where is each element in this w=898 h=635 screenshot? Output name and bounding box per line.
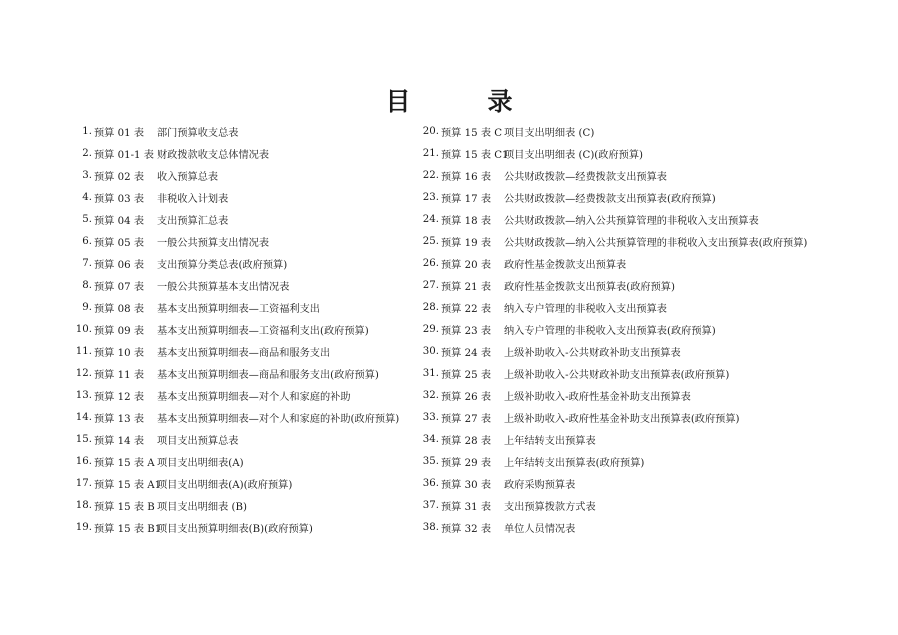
toc-entry-code: 预算 09 表	[94, 325, 145, 337]
toc-entry[interactable]	[421, 318, 841, 340]
toc-entry-number: 14.	[75, 411, 92, 423]
toc-entry-code: 预算 15 表 B1	[94, 523, 162, 535]
toc-entry-code: 预算 12 表	[94, 391, 145, 403]
toc-entry[interactable]	[72, 318, 417, 340]
toc-entry[interactable]	[72, 384, 417, 406]
toc-entry-number: 22.	[422, 169, 439, 181]
toc-entry-title: 政府性基金拨款支出预算表	[504, 259, 627, 271]
toc-entry-title: 项目支出明细表 (C)	[504, 127, 595, 139]
toc-entry-number: 33.	[422, 411, 439, 423]
toc-entry-number: 4.	[82, 191, 92, 203]
toc-entry-code: 预算 27 表	[441, 413, 492, 425]
toc-entry-code: 预算 31 表	[441, 501, 492, 513]
toc-entry-title: 项目支出预算总表	[157, 435, 239, 447]
toc-entry-code: 预算 26 表	[441, 391, 492, 403]
toc-entry[interactable]	[72, 296, 417, 318]
toc-entry-title: 上级补助收入-公共财政补助支出预算表	[504, 347, 681, 359]
toc-entry[interactable]	[72, 230, 417, 252]
toc-entry-number: 15.	[75, 433, 92, 445]
toc-entry-title: 财政拨款收支总体情况表	[157, 149, 270, 161]
toc-entry-code: 预算 29 表	[441, 457, 492, 469]
toc-entry-code: 预算 05 表	[94, 237, 145, 249]
toc-entry-code: 预算 15 表 B	[94, 501, 155, 513]
toc-entry-title: 上级补助收入-公共财政补助支出预算表(政府预算)	[504, 369, 730, 381]
toc-entry-number: 20.	[422, 125, 439, 137]
toc-entry-number: 38.	[422, 521, 439, 533]
toc-entry-code: 预算 25 表	[441, 369, 492, 381]
toc-entry-title: 项目支出预算明细表(B)(政府预算)	[157, 523, 313, 535]
toc-entry[interactable]	[421, 274, 841, 296]
toc-entry-number: 25.	[422, 235, 439, 247]
toc-entry-title: 项目支出明细表 (C)(政府预算)	[504, 149, 643, 161]
toc-entry-code: 预算 32 表	[441, 523, 492, 535]
toc-entry-title: 单位人员情况表	[504, 523, 576, 535]
toc-entry-code: 预算 20 表	[441, 259, 492, 271]
toc-entry[interactable]	[72, 472, 417, 494]
toc-entry-title: 项目支出明细表 (B)	[157, 501, 247, 513]
toc-entry-number: 8.	[82, 279, 92, 291]
toc-entry-title: 纳入专户管理的非税收入支出预算表(政府预算)	[504, 325, 716, 337]
toc-entry[interactable]	[72, 208, 417, 230]
toc-entry-title: 一般公共预算基本支出情况表	[157, 281, 290, 293]
toc-entry-code: 预算 02 表	[94, 171, 145, 183]
toc-entry[interactable]	[421, 428, 841, 450]
toc-entry-title: 政府采购预算表	[504, 479, 576, 491]
toc-entry-code: 预算 06 表	[94, 259, 145, 271]
toc-entry-title: 基本支出预算明细表—工资福利支出	[157, 303, 320, 315]
toc-entry[interactable]	[421, 516, 841, 538]
toc-entry[interactable]	[72, 428, 417, 450]
toc-entry-code: 预算 01 表	[94, 127, 145, 139]
toc-entry-title: 收入预算总表	[157, 171, 219, 183]
toc-entry-title: 项目支出明细表(A)(政府预算)	[157, 479, 293, 491]
toc-entry-number: 16.	[75, 455, 92, 467]
toc-entry[interactable]	[72, 406, 417, 428]
toc-entry-code: 预算 01-1 表	[94, 149, 154, 161]
toc-entry[interactable]	[421, 472, 841, 494]
toc-entry-number: 36.	[422, 477, 439, 489]
toc-entry-number: 1.	[82, 125, 92, 137]
toc-right-column	[421, 120, 841, 538]
toc-entry-code: 预算 23 表	[441, 325, 492, 337]
toc-entry-title: 支出预算拨款方式表	[504, 501, 596, 513]
toc-entry-title: 公共财政拨款—纳入公共预算管理的非税收入支出预算表(政府预算)	[504, 237, 808, 249]
toc-entry-number: 32.	[422, 389, 439, 401]
toc-entry[interactable]	[421, 406, 841, 428]
toc-entry-number: 35.	[422, 455, 439, 467]
toc-entry-number: 12.	[75, 367, 92, 379]
toc-entry-number: 19.	[75, 521, 92, 533]
toc-entry-number: 5.	[82, 213, 92, 225]
toc-entry-title: 非税收入计划表	[157, 193, 229, 205]
toc-entry-code: 预算 11 表	[94, 369, 145, 381]
toc-entry-title: 基本支出预算明细表—商品和服务支出	[157, 347, 331, 359]
toc-entry[interactable]	[72, 142, 417, 164]
toc-entry-code: 预算 03 表	[94, 193, 145, 205]
toc-entry[interactable]	[421, 494, 841, 516]
toc-entry-code: 预算 24 表	[441, 347, 492, 359]
toc-entry-number: 11.	[75, 345, 92, 357]
toc-entry[interactable]	[421, 186, 841, 208]
toc-entry[interactable]	[421, 142, 841, 164]
toc-entry-code: 预算 15 表 A	[94, 457, 155, 469]
toc-entry[interactable]	[72, 340, 417, 362]
toc-entry-title: 公共财政拨款—纳入公共预算管理的非税收入支出预算表	[504, 215, 759, 227]
toc-entry-code: 预算 17 表	[441, 193, 492, 205]
toc-entry[interactable]	[72, 274, 417, 296]
toc-entry-number: 28.	[422, 301, 439, 313]
toc-left-column	[72, 120, 417, 538]
toc-entry-number: 3.	[82, 169, 92, 181]
toc-entry-number: 21.	[422, 147, 439, 159]
toc-entry-number: 17.	[75, 477, 92, 489]
toc-entry[interactable]	[72, 120, 417, 142]
toc-entry-number: 26.	[422, 257, 439, 269]
toc-entry[interactable]	[72, 516, 417, 538]
toc-entry[interactable]	[421, 164, 841, 186]
toc-entry-number: 34.	[422, 433, 439, 445]
toc-entry-code: 预算 15 表 C	[441, 127, 503, 139]
toc-entry-number: 10.	[75, 323, 92, 335]
toc-entry-title: 上年结转支出预算表	[504, 435, 596, 447]
toc-entry-title: 基本支出预算明细表—工资福利支出(政府预算)	[157, 325, 369, 337]
toc-entry-title: 支出预算分类总表(政府预算)	[157, 259, 288, 271]
toc-entry-code: 预算 08 表	[94, 303, 145, 315]
toc-entry[interactable]	[421, 450, 841, 472]
toc-entry-code: 预算 28 表	[441, 435, 492, 447]
toc-entry-title: 一般公共预算支出情况表	[157, 237, 270, 249]
toc-entry-title: 基本支出预算明细表—对个人和家庭的补助(政府预算)	[157, 413, 400, 425]
toc-entry[interactable]	[72, 252, 417, 274]
toc-entry-code: 预算 18 表	[441, 215, 492, 227]
toc-entry-code: 预算 10 表	[94, 347, 145, 359]
toc-entry-number: 37.	[422, 499, 439, 511]
toc-entry-number: 7.	[82, 257, 92, 269]
toc-entry-title: 纳入专户管理的非税收入支出预算表	[504, 303, 667, 315]
toc-entry-title: 公共财政拨款—经费拨款支出预算表(政府预算)	[504, 193, 716, 205]
toc-entry-title: 基本支出预算明细表—商品和服务支出(政府预算)	[157, 369, 379, 381]
toc-entry[interactable]	[72, 164, 417, 186]
toc-entry[interactable]	[421, 252, 841, 274]
toc-entry[interactable]	[72, 186, 417, 208]
toc-entry-title: 部门预算收支总表	[157, 127, 239, 139]
toc-entry-number: 29.	[422, 323, 439, 335]
toc-entry-number: 23.	[422, 191, 439, 203]
toc-entry[interactable]	[421, 120, 841, 142]
toc-entry-code: 预算 07 表	[94, 281, 145, 293]
toc-entry-code: 预算 30 表	[441, 479, 492, 491]
toc-entry-title: 支出预算汇总表	[157, 215, 229, 227]
toc-entry[interactable]	[72, 450, 417, 472]
toc-entry-title: 政府性基金拨款支出预算表(政府预算)	[504, 281, 675, 293]
toc-entry[interactable]	[421, 340, 841, 362]
toc-entry[interactable]	[421, 384, 841, 406]
toc-entry-code: 预算 15 表 C1	[441, 149, 509, 161]
toc-entry-title: 基本支出预算明细表—对个人和家庭的补助	[157, 391, 351, 403]
toc-entry-number: 9.	[82, 301, 92, 313]
page-title: 目 录	[385, 87, 539, 116]
toc-entry-code: 预算 21 表	[441, 281, 492, 293]
toc-entry[interactable]	[421, 362, 841, 384]
toc-entry-title: 上年结转支出预算表(政府预算)	[504, 457, 645, 469]
toc-entry-title: 公共财政拨款—经费拨款支出预算表	[504, 171, 667, 183]
toc-entry-number: 2.	[82, 147, 92, 159]
toc-entry-code: 预算 16 表	[441, 171, 492, 183]
toc-entry[interactable]	[421, 208, 841, 230]
toc-entry-code: 预算 15 表 A1	[94, 479, 162, 491]
toc-entry-title: 上级补助收入-政府性基金补助支出预算表	[504, 391, 691, 403]
toc-entry-title: 项目支出明细表(A)	[157, 457, 244, 469]
toc-entry-number: 27.	[422, 279, 439, 291]
toc-entry[interactable]	[72, 362, 417, 384]
toc-entry-code: 预算 22 表	[441, 303, 492, 315]
toc-entry[interactable]	[421, 230, 841, 252]
toc-entry[interactable]	[421, 296, 841, 318]
toc-entry-number: 18.	[75, 499, 92, 511]
toc-entry-code: 预算 04 表	[94, 215, 145, 227]
toc-entry-number: 13.	[75, 389, 92, 401]
toc-entry-code: 预算 13 表	[94, 413, 145, 425]
toc-entry-code: 预算 19 表	[441, 237, 492, 249]
toc-entry-code: 预算 14 表	[94, 435, 145, 447]
toc-entry-number: 6.	[82, 235, 92, 247]
toc-entry-number: 24.	[422, 213, 439, 225]
toc-entry-title: 上级补助收入-政府性基金补助支出预算表(政府预算)	[504, 413, 740, 425]
toc-entry[interactable]	[72, 494, 417, 516]
toc-entry-number: 30.	[422, 345, 439, 357]
toc-entry-number: 31.	[422, 367, 439, 379]
